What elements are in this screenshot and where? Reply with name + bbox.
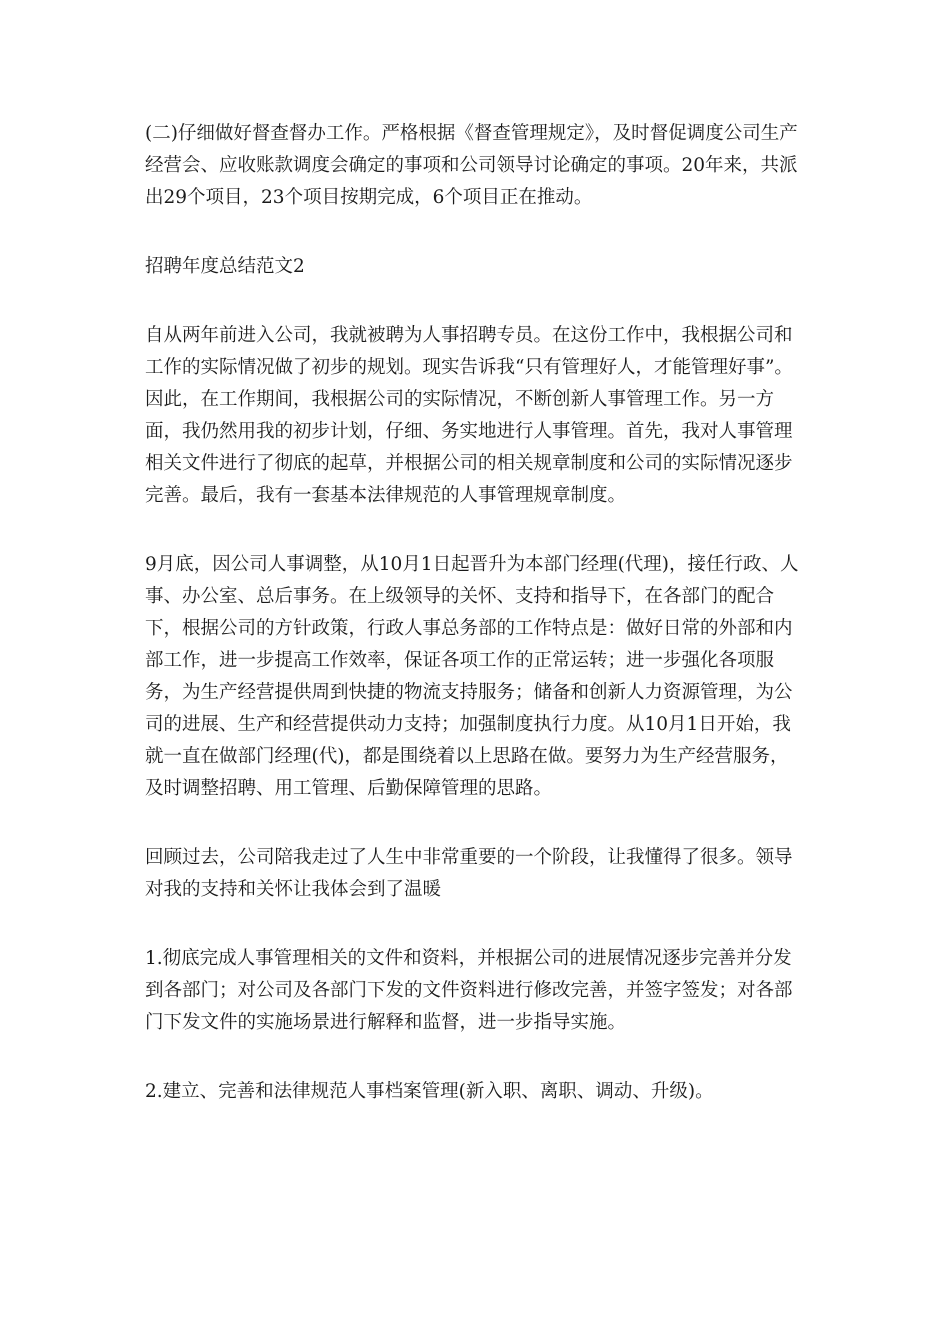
paragraph-promotion: 9月底，因公司人事调整，从10月1日起晋升为本部门经理(代理)，接任行政、人事、办公室、总后事务。在上级领导的关怀、支持和指导下，在各部门的配合下，根据公司的方针政策，行政人事总务部的工作特点是：做好日常的外部和内部工作，进一步提高工作效率，保证各项工作的正常运转；进一步强化各项服务，为生产经营提供周到快捷的物流支持服务；储备和创新人力资源管理，为公司的进展、生产和经营提供动力支持；加强制度执行力度。从10月1日开始，我就一直在做部门经理(代)，都是围绕着以上思路在做。要努力为生产经营服务，及时调整招聘、用工管理、后勤保障管理的思路。: [145, 554, 799, 799]
list-item-1: 1.彻底完成人事管理相关的文件和资料，并根据公司的进展情况逐步完善并分发到各部门；对公司及各部门下发的文件资料进行修改完善，并签字签发；对各部门下发文件的实施场景进行解释和监督，进一步指导实施。: [145, 948, 793, 1033]
paragraph-supervision: (二)仔细做好督查督办工作。严格根据《督查管理规定》，及时督促调度公司生产经营会、应收账款调度会确定的事项和公司领导讨论确定的事项。20年来，共派出29个项目，23个项目按期完成，6个项目正在推动。: [145, 123, 798, 208]
paragraph-intro: 自从两年前进入公司，我就被聘为人事招聘专员。在这份工作中，我根据公司和工作的实际情况做了初步的规划。现实告诉我“只有管理好人，才能管理好事”。因此，在工作期间，我根据公司的实际情况，不断创新人事管理工作。另一方面，我仍然用我的初步计划，仔细、务实地进行人事管理。首先，我对人事管理相关文件进行了彻底的起草，并根据公司的相关规章制度和公司的实际情况逐步完善。最后，我有一套基本法律规范的人事管理规章制度。: [145, 325, 793, 506]
paragraph-review: 回顾过去，公司陪我走过了人生中非常重要的一个阶段，让我懂得了很多。领导对我的支持和关怀让我体会到了温暖: [145, 847, 793, 900]
section-title: 招聘年度总结范文2: [145, 256, 305, 277]
list-item-2: 2.建立、完善和法律规范人事档案管理(新入职、离职、调动、升级)。: [145, 1081, 714, 1102]
document-body: [145, 118, 805, 1145]
